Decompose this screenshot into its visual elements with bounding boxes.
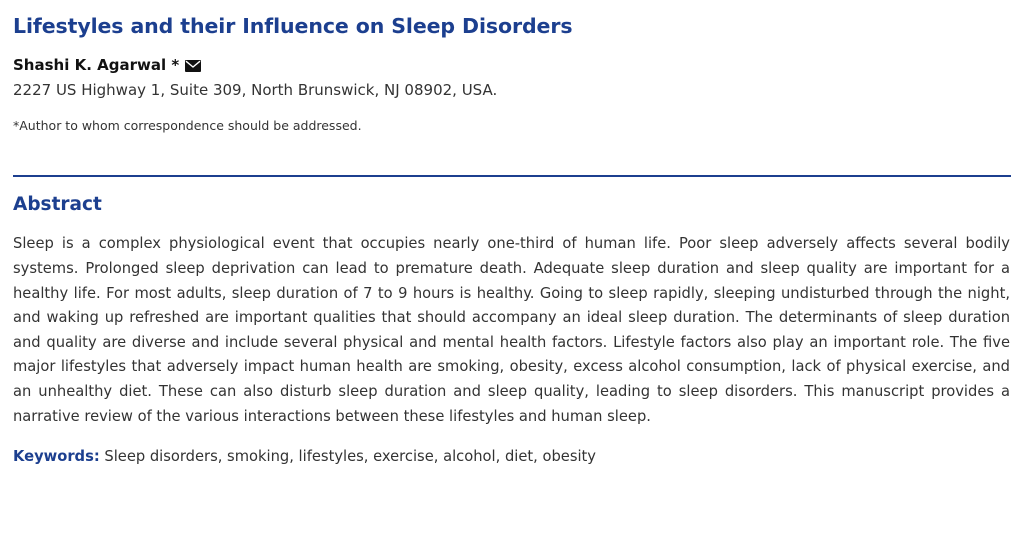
keywords-list: Sleep disorders, smoking, lifestyles, exercise, alcohol, diet, obesity xyxy=(104,448,597,466)
abstract-heading: Abstract xyxy=(13,194,102,215)
keywords xyxy=(13,446,1010,468)
author-address: 2227 US Highway 1, Suite 309, North Brunswick, NJ 08902, USA. xyxy=(13,81,498,99)
author-line xyxy=(13,54,1010,76)
author-name: Shashi K. Agarwal * xyxy=(13,56,180,74)
article-title: Lifestyles and their Influence on Sleep Disorders xyxy=(13,14,573,38)
envelope-icon[interactable] xyxy=(185,56,201,68)
keywords-label: Keywords: xyxy=(13,448,100,466)
correspondence-note: *Author to whom correspondence should be addressed. xyxy=(13,118,362,133)
abstract-text: Sleep is a complex physiological event that occupies nearly one-third of human life. Poor sleep adversely affects several bodily systems. Prolonged sleep deprivation can lead to premature death. Adequate sleep duration and sleep quality are important for a healthy life. For most adults, sleep duration of 7 to 9 hours is healthy. Going to sleep rapidly, sleeping undisturbed through the night, and waking up refreshed are important qualities that should accompany an ideal sleep duration. The determinants of sleep duration and quality are diverse and include several physical and mental health factors. Lifestyle factors also play an important role. The five major lifestyles that adversely impact human health are smoking, obesity, excess alcohol consumption, lack of physical exercise, and an unhealthy diet. These can also disturb sleep duration and sleep quality, leading to sleep disorders. This manuscript provides a narrative review of the various interactions between these lifestyles and human sleep. xyxy=(13,235,1010,425)
section-divider xyxy=(13,175,1011,177)
